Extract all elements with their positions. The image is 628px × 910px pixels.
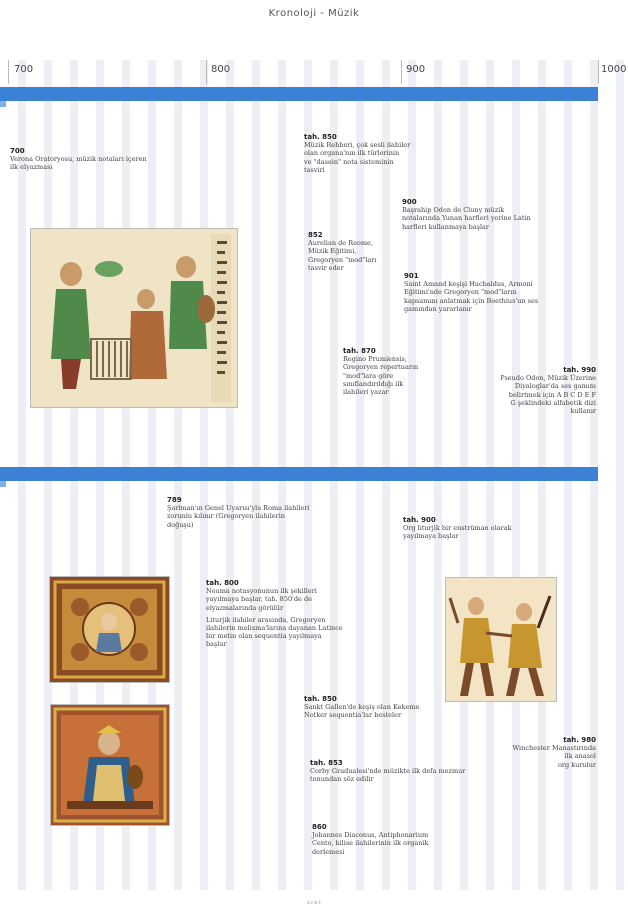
entry-tah-870: tah. 870 Regino Prumiensis, Gregoryen repertuarın "mod"lara göre sınıflandırıldığı ilk ilahileri yazar: [343, 347, 419, 397]
page-title: Kronoloji - Müzik: [268, 8, 360, 19]
year-label-900: 900: [406, 64, 426, 75]
axis-tick: [8, 60, 9, 84]
axis-tick: [598, 60, 599, 84]
entry-tah-900: tah. 900 Org liturjik bir enstrüman olarak yayılmaya başlar: [403, 516, 512, 541]
page-footer: s.r.e.t: [306, 900, 321, 906]
axis-tick: [401, 60, 402, 84]
entry-860: 860 Johannes Diaconus, Antiphonarium Cento, kilise ilahilerinin ilk organik derlemesi: [312, 823, 429, 856]
entry-700: 700 Verona Oratoryosu, müzik notaları içeren ilk elyazması: [10, 147, 147, 172]
year-label-700: 700: [14, 64, 34, 75]
dancers-illustration: [445, 577, 557, 702]
ornament-figure-icon: [50, 577, 169, 682]
entry-tah-850-bottom: tah. 850 Sankt Gallen'de keşiş olan Kekeme Notker sequentia'lar besteler: [304, 695, 420, 720]
entry-852: 852 Aurelian de Reome, Müzik Eğitimi, Gregoryen "mod"ları tasvir eder: [308, 231, 377, 272]
entry-tah-990: tah. 990 Pseudo Odon, Müzik Üzerine Diyaloglar'da ses gamını belirtmek için A B C D E F G şeklindeki alfabetik dizi kullanır: [500, 366, 596, 416]
entry-tah-850-top: tah. 850 Müzik Rehberi, çok sesli ilahiler olan organa'nın ilk türlerinin ve "dasein" nota sisteminin tasviri: [304, 133, 411, 174]
timeline-band-accent: [0, 481, 6, 487]
entry-tah-853: tah. 853 Corby Gradualesi'nde müzikte ilk defa mezmur tonundan söz edilir: [310, 759, 466, 784]
year-label-1000: 1000: [601, 64, 627, 75]
timeline-band-bottom: [0, 467, 598, 481]
year-label-800: 800: [211, 64, 231, 75]
dancers-figures-icon: [446, 578, 556, 701]
timeline-band-top: [0, 87, 598, 101]
entry-tah-800: tah. 800 Neuma notasyonunun ilk şekilleri yayılmaya başlar, tah. 850'de de elyazmalarında görülür Liturjik ilahiler arasında, Gregoryen ilahilerin melisma'larına dayanan Latince bir metin olan sequentia yayılmaya başlar: [206, 579, 343, 649]
timeline-band-accent: [0, 101, 6, 107]
entry-901: 901 Saint Amand keşişi Hucbaldus, Armoni Eğitimi'nde Gregoryen "mod"ların kapsamını anlatmak için Boethius'un ses gamından yararlanır: [404, 272, 539, 313]
entry-789: 789 Şarlman'ın Genel Uyarısı'yla Roma ilahileri zorunlu kılınır (Gregoryen ilahilerin doğuşu): [167, 496, 310, 529]
musicians-illustration: [30, 228, 238, 408]
musicians-figures-icon: [31, 229, 237, 407]
ornament-illustration: [49, 576, 170, 683]
king-david-illustration: [50, 704, 170, 826]
entry-900: 900 Başrahip Odon de Cluny müzik notalarında Yunan harfleri yerine Latin harfleri kullanmaya başlar: [402, 198, 531, 231]
seated-figure-icon: [51, 705, 169, 825]
entry-tah-980: tah. 980 Winchester Manastırında ilk anasol org kurulur: [512, 736, 596, 769]
axis-tick: [206, 60, 207, 84]
